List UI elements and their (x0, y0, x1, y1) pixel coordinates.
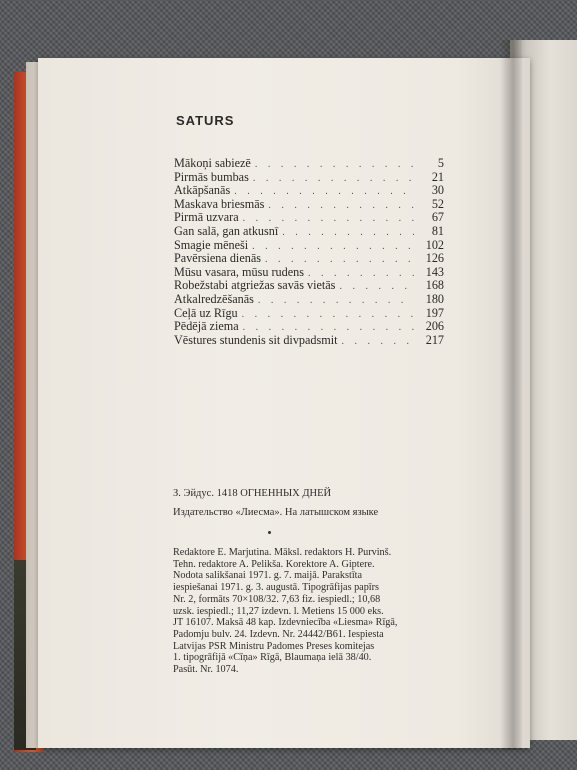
toc-entry (174, 198, 444, 212)
toc-page: 30 (431, 183, 444, 198)
leader-dots (252, 240, 414, 254)
toc-title: Pirmā uzvara (174, 210, 239, 225)
imprint-line: JT 16107. Maksā 48 kap. Izdevniecība «Liesma» Rīgā, (173, 617, 398, 629)
leader-dots (342, 335, 414, 349)
imprint-line: 1. tipogrāfijā «Cīņa» Rīgā, Blaumaņa ielā 38/40. (173, 652, 372, 664)
toc-title: Atkāpšanās (174, 183, 231, 198)
toc-page: 143 (425, 264, 444, 279)
russian-imprint (173, 484, 463, 522)
toc-entry (174, 157, 444, 171)
imprint-line: Redaktore E. Marjutina. Māksl. redaktors H. Purvinš. (173, 547, 392, 558)
separator-dot (268, 531, 271, 534)
toc-title: Pirmās bumbas (174, 169, 249, 184)
imprint-line: Nr. 2, formāts 70×108/32. 7,63 fiz. iespiedl.; 10,68 (173, 593, 381, 605)
leader-dots (282, 226, 414, 240)
imprint-line: Tehn. redaktore A. Pelikša. Korektore A. Giptere. (173, 558, 375, 570)
toc-entry (174, 184, 444, 198)
leader-dots (339, 280, 414, 294)
toc-entry (174, 334, 444, 348)
toc-page: 206 (425, 319, 444, 334)
toc-entry (174, 171, 444, 185)
latvian-imprint (173, 547, 473, 676)
toc-entry (174, 293, 444, 307)
toc-entry (174, 266, 444, 280)
table-of-contents (174, 157, 444, 347)
imprint-line: Padomju bulv. 24. Izdevn. Nr. 24442/B61. Iespiesta (173, 628, 384, 640)
imprint-line: uzsk. iespiedl.; 11,27 izdevn. l. Metiens 15 000 eks. (173, 605, 384, 617)
toc-page: 180 (425, 291, 444, 306)
leader-dots (242, 308, 414, 322)
toc-entry (174, 307, 444, 321)
imprint-line: Latvijas PSR Ministru Padomes Preses komitejas (173, 640, 375, 652)
contents-heading: SATURS (176, 113, 235, 128)
toc-page: 102 (425, 237, 444, 252)
toc-title: Pavērsiena dienās (174, 251, 261, 266)
toc-title: Pēdējā ziema (174, 319, 239, 334)
toc-title: Mākoņi sabiezē (174, 156, 251, 170)
russian-imprint-publisher: Издательство «Лиесма». На латышском языке (173, 507, 379, 518)
toc-entry (174, 239, 444, 253)
toc-title: Atkalredzēšanās (174, 291, 254, 306)
toc-page: 126 (425, 251, 444, 266)
toc-title: Gan salā, gan atkusnī (174, 223, 279, 238)
leader-dots (258, 294, 414, 308)
leader-dots (268, 199, 414, 213)
toc-entry (174, 225, 444, 239)
toc-page: 5 (437, 156, 444, 170)
toc-entry (174, 252, 444, 266)
toc-title: Smagie mēneši (174, 237, 249, 252)
imprint-line: iespiešanai 1971. g. 3. augustā. Tipogrāfijas papīrs (173, 582, 379, 594)
toc-title: Mūsu vasara, mūsu rudens (174, 264, 304, 279)
toc-page: 197 (425, 305, 444, 320)
spine-shadow (500, 40, 522, 750)
toc-page: 21 (431, 169, 444, 184)
toc-page: 217 (425, 332, 444, 347)
toc-page: 168 (425, 278, 444, 293)
imprint-line: Pasūt. Nr. 1074. (173, 664, 239, 676)
toc-title: Maskava briesmās (174, 196, 265, 211)
toc-page: 67 (431, 210, 444, 225)
leader-dots (253, 172, 414, 186)
russian-imprint-title: З. Эйдус. 1418 ОГНЕННЫХ ДНЕЙ (173, 488, 332, 499)
toc-title: Vēstures stundenis sit divpadsmit (174, 332, 338, 347)
toc-page: 52 (431, 196, 444, 211)
imprint-line: Nodota salikšanai 1971. g. 7. maijā. Parakstīta (173, 570, 362, 582)
leader-dots (255, 158, 414, 172)
toc-entry (174, 279, 444, 293)
toc-title: Robežstabi atgriežas savās vietās (174, 278, 336, 293)
toc-entry (174, 320, 444, 334)
toc-title: Ceļā uz Rīgu (174, 305, 238, 320)
toc-page: 81 (431, 223, 444, 238)
toc-entry (174, 211, 444, 225)
